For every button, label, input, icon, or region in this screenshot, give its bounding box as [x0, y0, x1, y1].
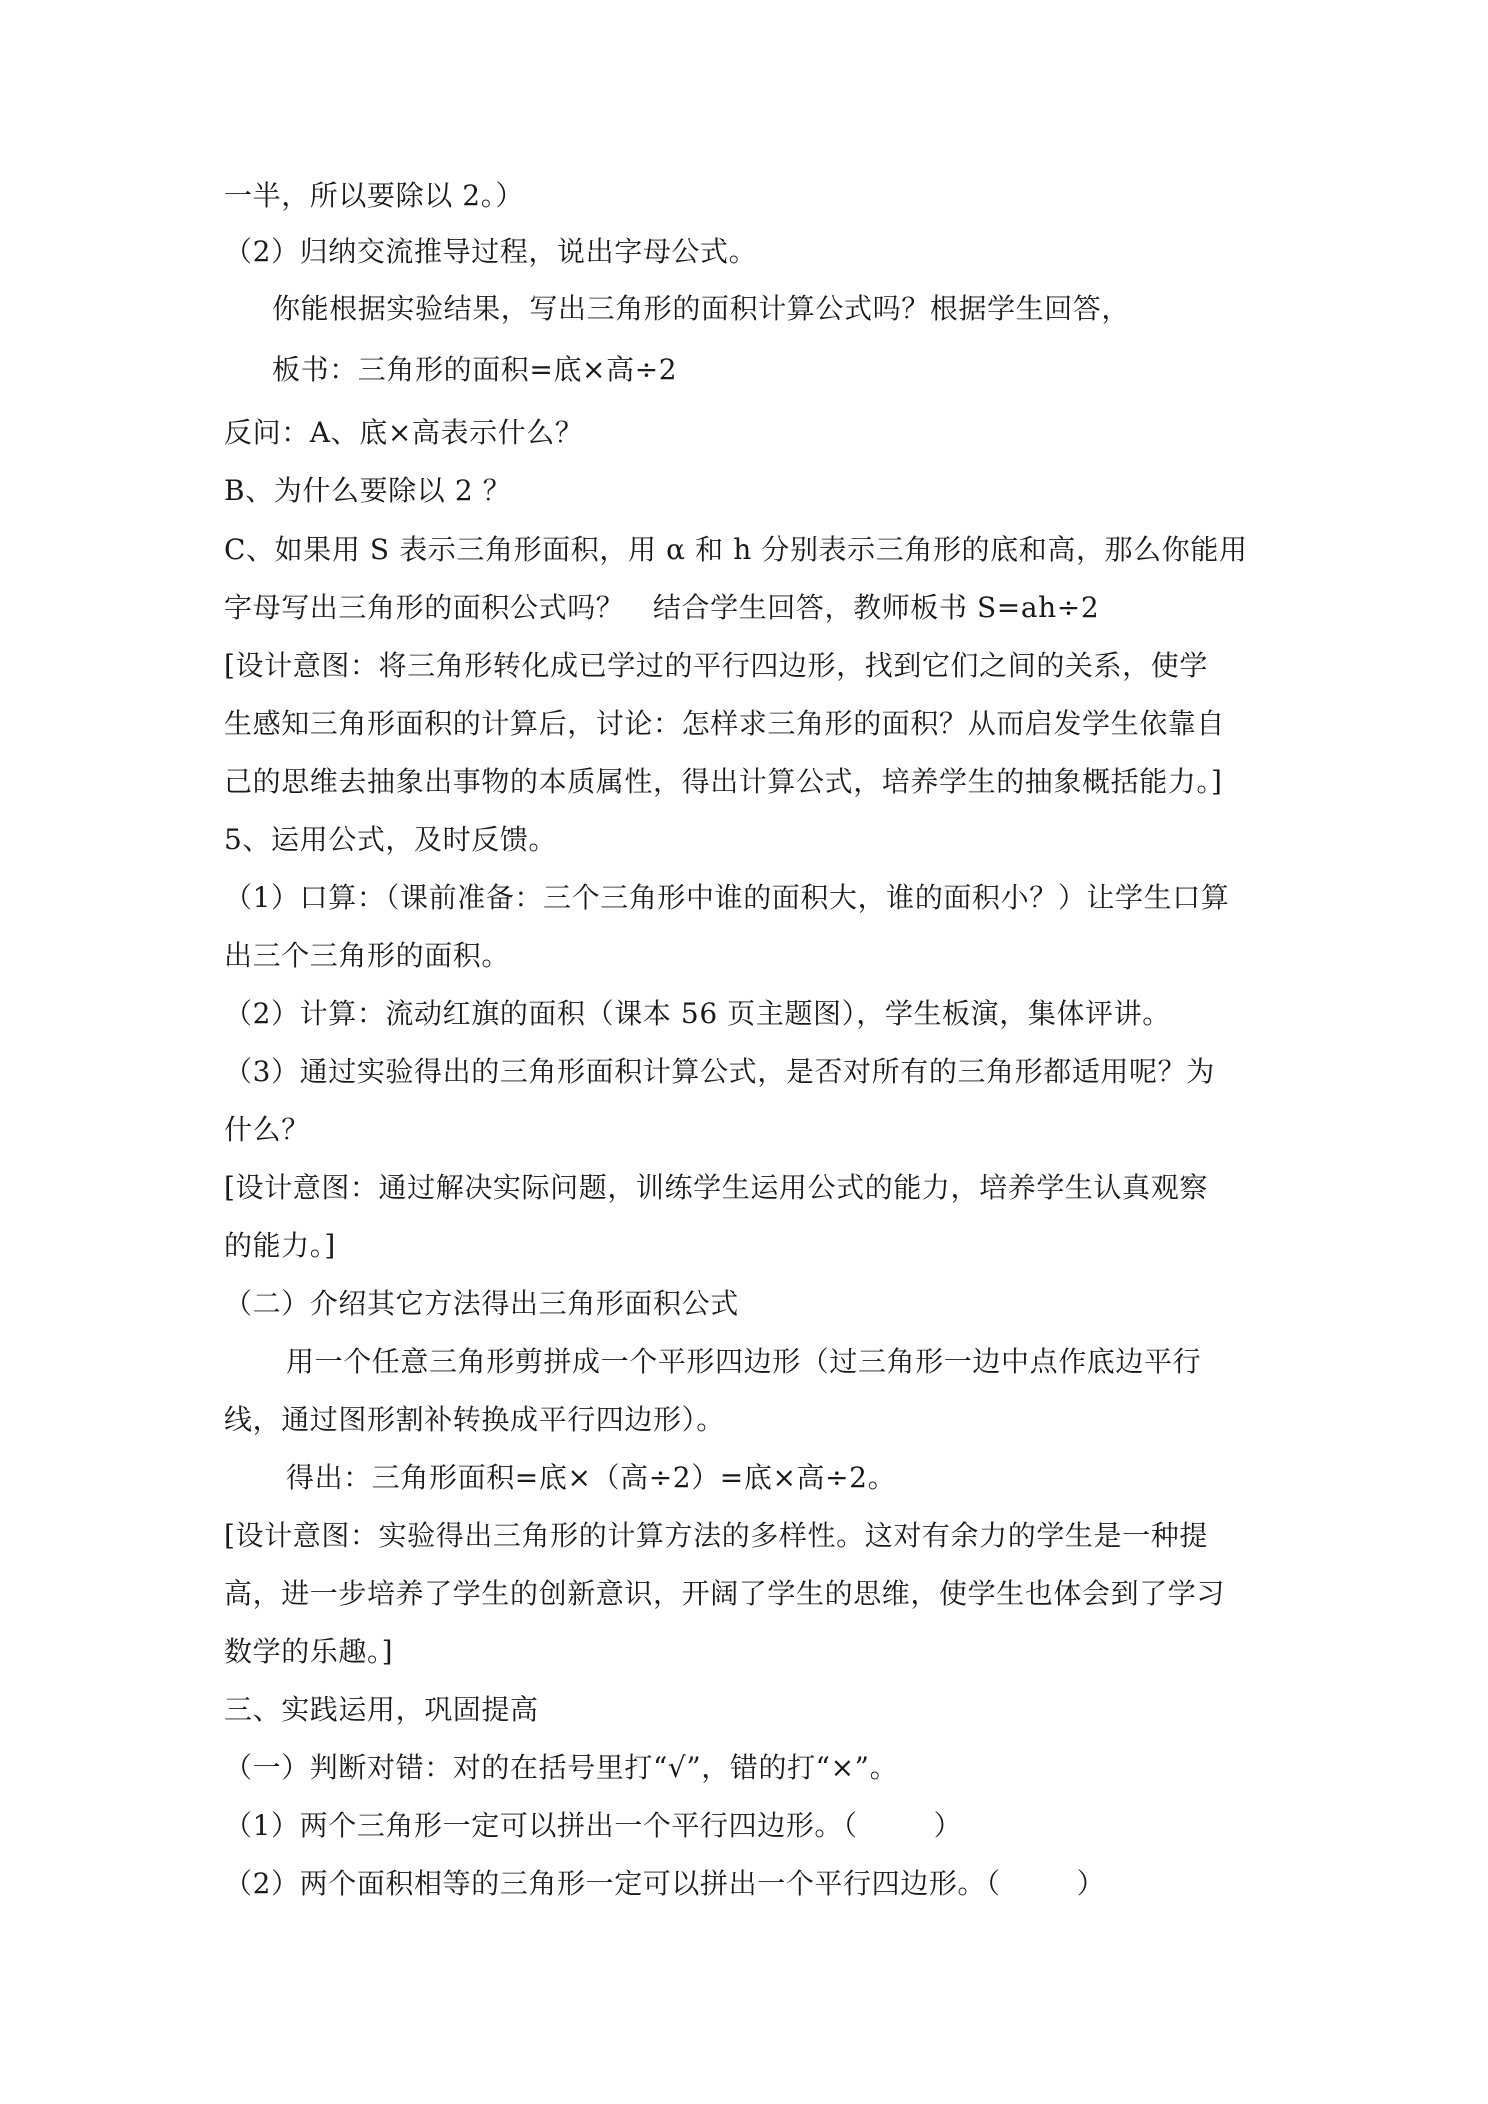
- text-line-20: （二）介绍其它方法得出三角形面积公式: [224, 1287, 739, 1320]
- text-line-27: 三、实践运用，巩固提高: [224, 1693, 539, 1726]
- text-line-24: [设计意图：实验得出三角形的计算方法的多样性。这对有余力的学生是一种提: [224, 1519, 1208, 1552]
- text-line-22: 线，通过图形割补转换成平行四边形）。: [224, 1403, 725, 1436]
- text-line-11: 己的思维去抽象出事物的本质属性，得出计算公式，培养学生的抽象概括能力。]: [224, 765, 1223, 798]
- text-line-16: （3）通过实验得出的三角形面积计算公式，是否对所有的三角形都适用呢？为: [224, 1055, 1215, 1088]
- text-line-28: （一）判断对错：对的在括号里打“√”，错的打“×”。: [224, 1751, 899, 1784]
- text-line-15: （2）计算：流动红旗的面积（课本 56 页主题图），学生板演，集体评讲。: [224, 997, 1171, 1030]
- text-line-14: 出三个三角形的面积。: [224, 939, 511, 972]
- text-line-10: 生感知三角形面积的计算后，讨论：怎样求三角形的面积？从而启发学生依靠自: [224, 707, 1226, 740]
- text-line-23: 得出：三角形面积=底×（高÷2）=底×高÷2。: [286, 1461, 897, 1494]
- text-line-26: 数学的乐趣。]: [224, 1635, 394, 1668]
- text-line-4: 板书：三角形的面积=底×高÷2: [272, 353, 678, 386]
- text-line-17: 什么？: [224, 1113, 310, 1146]
- text-line-30: （2）两个面积相等的三角形一定可以拼出一个平行四边形。（ ）: [224, 1867, 1106, 1900]
- text-line-2: （2）归纳交流推导过程，说出字母公式。: [224, 235, 758, 268]
- text-line-3: 你能根据实验结果，写出三角形的面积计算公式吗？根据学生回答，: [272, 292, 1131, 325]
- text-line-13: （1）口算：（课前准备：三个三角形中谁的面积大，谁的面积小？）让学生口算: [224, 881, 1230, 914]
- text-line-21: 用一个任意三角形剪拼成一个平形四边形（过三角形一边中点作底边平行: [286, 1345, 1202, 1378]
- text-line-7: C、如果用 S 表示三角形面积，用 α 和 h 分别表示三角形的底和高，那么你能用: [224, 533, 1248, 566]
- text-line-19: 的能力。]: [224, 1229, 336, 1262]
- text-line-9: [设计意图：将三角形转化成已学过的平行四边形，找到它们之间的关系，使学: [224, 649, 1208, 682]
- text-line-12: 5、运用公式，及时反馈。: [224, 823, 558, 856]
- text-line-1: 一半，所以要除以 2。）: [224, 179, 524, 212]
- text-line-18: [设计意图：通过解决实际问题，训练学生运用公式的能力，培养学生认真观察: [224, 1171, 1208, 1204]
- text-line-25: 高，进一步培养了学生的创新意识，开阔了学生的思维，使学生也体会到了学习: [224, 1577, 1226, 1610]
- text-line-6: B、为什么要除以 2 ？: [224, 474, 512, 507]
- text-line-29: （1）两个三角形一定可以拼出一个平行四边形。（ ）: [224, 1809, 963, 1842]
- text-line-5: 反问：A、底×高表示什么？: [224, 416, 584, 449]
- text-line-8: 字母写出三角形的面积公式吗？ 结合学生回答，教师板书 S=ah÷2: [224, 591, 1100, 624]
